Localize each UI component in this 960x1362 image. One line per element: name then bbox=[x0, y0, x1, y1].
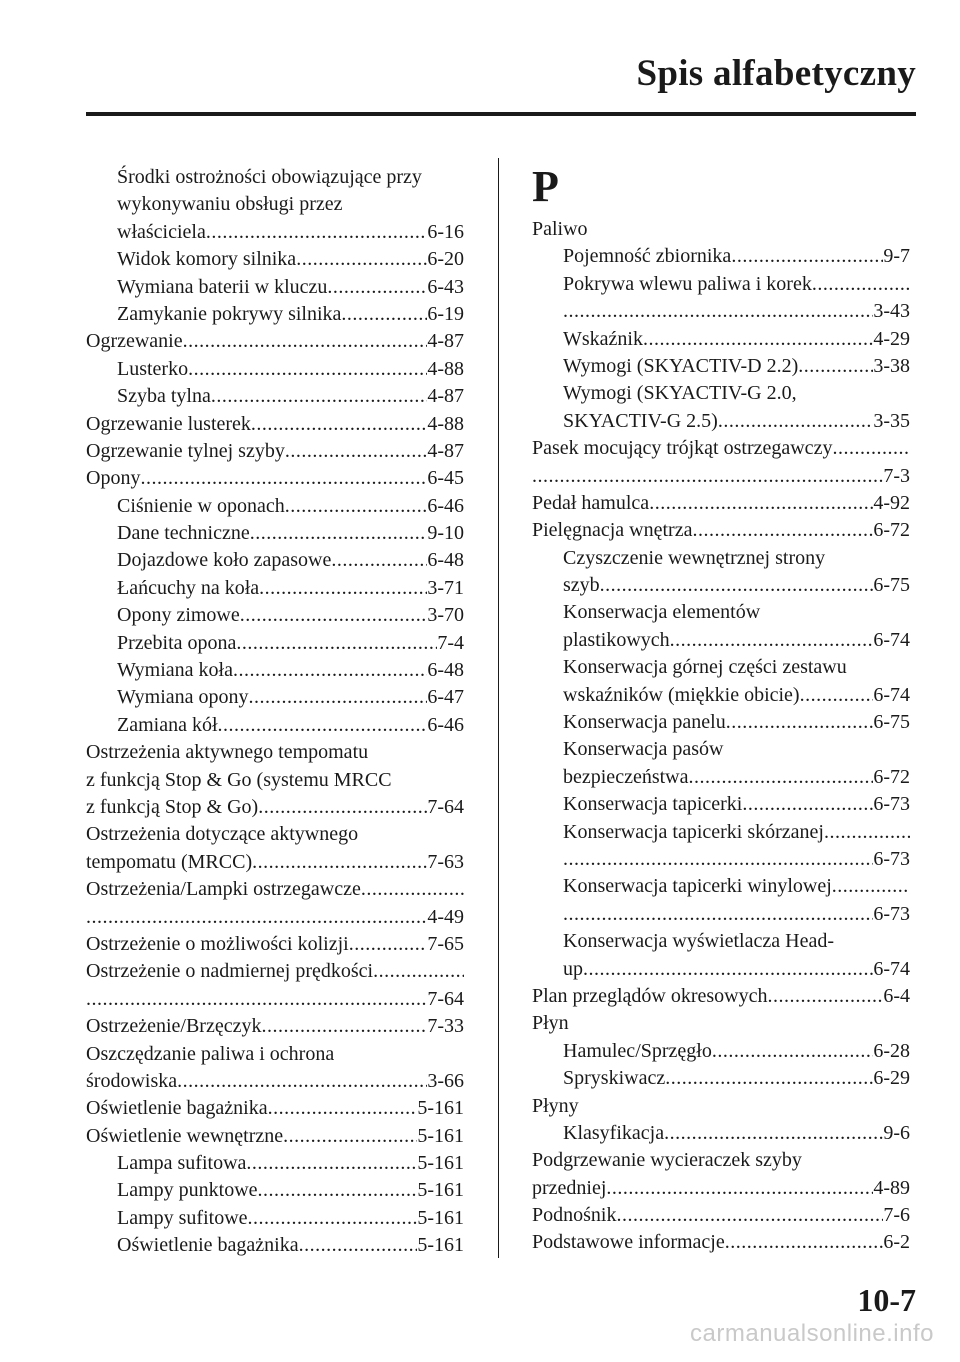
entry-term: Ostrzeżenia aktywnego tempomatu bbox=[86, 741, 369, 764]
index-entry bbox=[86, 1232, 464, 1259]
entry-term: Podnośnik bbox=[532, 1204, 617, 1227]
entry-page-ref: 7-33 bbox=[427, 1015, 464, 1038]
index-entry bbox=[86, 1068, 464, 1095]
entry-term: Ostrzeżenie/Brzęczyk bbox=[86, 1015, 262, 1038]
index-entry bbox=[86, 246, 464, 273]
entry-term: up bbox=[563, 957, 583, 980]
dot-leader bbox=[600, 572, 874, 599]
entry-page-ref: 6-48 bbox=[427, 659, 464, 682]
entry-page-ref: 7-65 bbox=[427, 932, 464, 955]
entry-term: Pokrywa wlewu paliwa i korek bbox=[563, 272, 812, 295]
index-entry bbox=[532, 326, 910, 353]
index-entry bbox=[86, 547, 464, 574]
index-entry bbox=[86, 821, 464, 848]
entry-term: Szyba tylna bbox=[117, 385, 211, 408]
entry-page-ref: 6-74 bbox=[873, 683, 910, 706]
dot-leader bbox=[718, 408, 874, 435]
header-rule bbox=[86, 112, 916, 116]
index-entry bbox=[532, 846, 910, 873]
index-entry bbox=[86, 712, 464, 739]
dot-leader bbox=[532, 463, 883, 490]
index-entry bbox=[86, 602, 464, 629]
entry-page-ref: 6-75 bbox=[873, 574, 910, 597]
entry-term: Łańcuchy na koła bbox=[117, 576, 260, 599]
entry-page-ref: 6-48 bbox=[427, 549, 464, 572]
index-entry bbox=[532, 682, 910, 709]
dot-leader bbox=[188, 356, 427, 383]
dot-leader bbox=[832, 435, 910, 462]
entry-term: Oświetlenie bagażnika bbox=[117, 1234, 299, 1257]
index-entry bbox=[86, 931, 464, 958]
index-entry bbox=[86, 328, 464, 355]
entry-term: Oszczędzanie paliwa i ochrona bbox=[86, 1042, 335, 1065]
dot-leader bbox=[251, 411, 427, 438]
entry-term: Ostrzeżenia/Lampki ostrzegawcze bbox=[86, 878, 361, 901]
entry-term: Podstawowe informacje bbox=[532, 1231, 725, 1254]
index-entry bbox=[532, 627, 910, 654]
index-entry bbox=[86, 904, 464, 931]
entry-term: Zamykanie pokrywy silnika bbox=[117, 302, 342, 325]
index-entry bbox=[86, 465, 464, 492]
entry-page-ref: 7-64 bbox=[427, 987, 464, 1010]
entry-page-ref: 6-29 bbox=[873, 1067, 910, 1090]
dot-leader bbox=[361, 876, 464, 903]
index-entry bbox=[532, 1202, 910, 1229]
entry-page-ref: 6-45 bbox=[427, 467, 464, 490]
entry-term: Dojazdowe koło zapasowe bbox=[117, 549, 332, 572]
entry-page-ref: 5-161 bbox=[417, 1152, 464, 1175]
index-entry bbox=[86, 1123, 464, 1150]
index-entry bbox=[86, 493, 464, 520]
index-entry bbox=[532, 599, 910, 626]
dot-leader bbox=[86, 986, 427, 1013]
entry-term: Ostrzeżenie o nadmiernej prędkości bbox=[86, 960, 374, 983]
entry-term: Wymiana baterii w kluczu bbox=[117, 275, 328, 298]
entry-page-ref: 7-3 bbox=[883, 464, 910, 487]
entry-page-ref: 3-71 bbox=[427, 576, 464, 599]
index-entry bbox=[532, 435, 910, 462]
entry-term: Konserwacja górnej części zestawu bbox=[563, 656, 847, 679]
entry-page-ref: 3-66 bbox=[427, 1069, 464, 1092]
entry-page-ref: 3-38 bbox=[873, 354, 910, 377]
entry-term: Lampy punktowe bbox=[117, 1179, 258, 1202]
dot-leader bbox=[218, 712, 428, 739]
entry-term: Opony bbox=[86, 467, 141, 490]
dot-leader bbox=[643, 326, 873, 353]
entry-term: Wymogi (SKYACTIV-G 2.0, bbox=[563, 382, 797, 405]
entry-term: Ostrzeżenie o możliwości kolizji bbox=[86, 932, 349, 955]
dot-leader bbox=[726, 709, 874, 736]
entry-term: z funkcją Stop & Go) bbox=[86, 795, 259, 818]
index-entry bbox=[532, 353, 910, 380]
entry-page-ref: 9-7 bbox=[883, 245, 910, 268]
index-entry bbox=[532, 243, 910, 270]
dot-leader bbox=[283, 1123, 417, 1150]
index-entry bbox=[532, 298, 910, 325]
entry-term: Paliwo bbox=[532, 218, 588, 240]
index-entry bbox=[86, 520, 464, 547]
dot-leader bbox=[725, 1229, 884, 1256]
index-entry bbox=[86, 191, 464, 218]
index-entry bbox=[532, 380, 910, 407]
entry-term: Dane techniczne bbox=[117, 522, 250, 545]
entry-term: Oświetlenie bagażnika bbox=[86, 1097, 268, 1120]
entry-term: właściciela bbox=[117, 220, 206, 243]
entry-page-ref: 5-161 bbox=[417, 1234, 464, 1257]
index-entry bbox=[532, 517, 910, 544]
entry-page-ref: 3-35 bbox=[873, 409, 910, 432]
dot-leader bbox=[246, 1150, 417, 1177]
entry-term: wskaźników (miękkie obicie) bbox=[563, 683, 800, 706]
dot-leader bbox=[206, 219, 427, 246]
dot-leader bbox=[606, 1175, 873, 1202]
entry-term: Spryskiwacz bbox=[563, 1067, 666, 1090]
dot-leader bbox=[583, 956, 873, 983]
entry-term: Konserwacja tapicerki skórzanej bbox=[563, 820, 824, 843]
entry-term: Lusterko bbox=[117, 357, 189, 380]
section-letter: P bbox=[532, 162, 559, 211]
entry-term: Konserwacja pasów bbox=[563, 738, 724, 761]
dot-leader bbox=[258, 794, 427, 821]
dot-leader bbox=[268, 1095, 418, 1122]
entry-term: Pojemność zbiornika bbox=[563, 245, 732, 268]
index-entry bbox=[532, 545, 910, 572]
entry-page-ref: 4-88 bbox=[427, 357, 464, 380]
dot-leader bbox=[798, 353, 873, 380]
dot-leader bbox=[812, 271, 910, 298]
entry-term: Ciśnienie w oponach bbox=[117, 494, 285, 517]
entry-page-ref: 6-46 bbox=[427, 713, 464, 736]
index-entry bbox=[532, 572, 910, 599]
entry-page-ref: 6-46 bbox=[427, 494, 464, 517]
dot-leader bbox=[692, 517, 873, 544]
entry-term: Wskaźnik bbox=[563, 327, 643, 350]
dot-leader bbox=[248, 1205, 418, 1232]
entry-term: Konserwacja wyświetlacza Head- bbox=[563, 930, 834, 953]
dot-leader bbox=[236, 630, 437, 657]
index-entry bbox=[86, 383, 464, 410]
index-entry bbox=[86, 876, 464, 903]
entry-page-ref: 6-72 bbox=[873, 765, 910, 788]
index-entry bbox=[86, 575, 464, 602]
entry-term: Widok komory silnika bbox=[117, 248, 297, 271]
index-entry bbox=[532, 1147, 910, 1174]
dot-leader bbox=[299, 1232, 418, 1259]
dot-leader bbox=[712, 1038, 873, 1065]
index-entry bbox=[86, 164, 464, 191]
index-entry bbox=[532, 654, 910, 681]
dot-leader bbox=[768, 983, 884, 1010]
dot-leader bbox=[349, 931, 428, 958]
entry-term: Pedał hamulca bbox=[532, 491, 650, 514]
page-header-title: Spis alfabetyczny bbox=[636, 53, 916, 94]
index-entry bbox=[86, 274, 464, 301]
dot-leader bbox=[86, 904, 427, 931]
dot-leader bbox=[563, 846, 873, 873]
entry-term: Konserwacja panelu bbox=[563, 711, 726, 734]
dot-leader bbox=[341, 301, 427, 328]
column-divider bbox=[498, 158, 499, 1258]
entry-page-ref: 4-88 bbox=[427, 412, 464, 435]
dot-leader bbox=[688, 764, 873, 791]
entry-page-ref: 5-161 bbox=[417, 1179, 464, 1202]
entry-page-ref: 4-87 bbox=[427, 330, 464, 353]
entry-page-ref: 4-92 bbox=[873, 491, 910, 514]
index-entry bbox=[86, 1205, 464, 1232]
index-entry bbox=[86, 794, 464, 821]
entry-term: Czyszczenie wewnętrznej strony bbox=[563, 546, 826, 569]
index-entry bbox=[86, 1041, 464, 1068]
entry-term: Ogrzewanie tylnej szyby bbox=[86, 439, 285, 462]
index-entry bbox=[532, 873, 910, 900]
entry-term: Konserwacja tapicerki winylowej bbox=[563, 875, 832, 898]
index-column-right bbox=[532, 164, 910, 1257]
entry-term: Wymogi (SKYACTIV-D 2.2) bbox=[563, 354, 799, 377]
index-entry bbox=[86, 739, 464, 766]
dot-leader bbox=[800, 682, 874, 709]
entry-term: tempomatu (MRCC) bbox=[86, 850, 253, 873]
index-entry bbox=[86, 438, 464, 465]
index-entry bbox=[532, 216, 910, 243]
entry-page-ref: 7-6 bbox=[883, 1204, 910, 1227]
dot-leader bbox=[649, 490, 873, 517]
index-entry bbox=[86, 301, 464, 328]
dot-leader bbox=[183, 328, 428, 355]
entry-term: Wymiana koła bbox=[117, 659, 233, 682]
index-entry bbox=[532, 1038, 910, 1065]
dot-leader bbox=[670, 627, 874, 654]
index-entry bbox=[532, 1093, 910, 1120]
entry-page-ref: 6-73 bbox=[873, 793, 910, 816]
entry-term: szyb bbox=[563, 574, 600, 597]
entry-term: Podgrzewanie wycieraczek szyby bbox=[532, 1149, 802, 1172]
dot-leader bbox=[285, 438, 428, 465]
dot-leader bbox=[665, 1065, 873, 1092]
dot-leader bbox=[249, 684, 428, 711]
entry-page-ref: 6-74 bbox=[873, 957, 910, 980]
index-entry bbox=[532, 463, 910, 490]
entry-term: SKYACTIV-G 2.5) bbox=[563, 409, 718, 432]
index-column-left bbox=[86, 164, 464, 1260]
entry-page-ref: 4-87 bbox=[427, 385, 464, 408]
index-entry bbox=[532, 1010, 910, 1037]
entry-page-ref: 6-43 bbox=[427, 275, 464, 298]
index-entry bbox=[532, 736, 910, 763]
index-entry bbox=[86, 630, 464, 657]
entry-page-ref: 6-72 bbox=[873, 519, 910, 542]
entry-term: Ogrzewanie lusterek bbox=[86, 412, 251, 435]
entry-page-ref: 9-6 bbox=[883, 1121, 910, 1144]
entry-page-ref: 7-63 bbox=[427, 850, 464, 873]
dot-leader bbox=[285, 493, 428, 520]
index-entry bbox=[532, 271, 910, 298]
entry-page-ref: 4-49 bbox=[427, 905, 464, 928]
entry-page-ref: 6-73 bbox=[873, 847, 910, 870]
entry-page-ref: 4-87 bbox=[427, 439, 464, 462]
dot-leader bbox=[250, 520, 428, 547]
watermark: carmanualsonline.info bbox=[690, 1320, 934, 1347]
index-entry bbox=[532, 928, 910, 955]
index-entry bbox=[86, 356, 464, 383]
index-entry bbox=[86, 1013, 464, 1040]
dot-leader bbox=[296, 246, 427, 273]
entry-term: plastikowych bbox=[563, 628, 670, 651]
dot-leader bbox=[563, 298, 873, 325]
entry-page-ref: 6-75 bbox=[873, 711, 910, 734]
entry-term: Konserwacja elementów bbox=[563, 601, 761, 624]
entry-page-ref: 6-28 bbox=[873, 1039, 910, 1062]
entry-page-ref: 4-89 bbox=[873, 1176, 910, 1199]
entry-page-ref: 6-4 bbox=[883, 984, 910, 1007]
dot-leader bbox=[731, 243, 883, 270]
entry-term: Środki ostrożności obowiązujące przy bbox=[117, 166, 422, 188]
index-entry bbox=[532, 1175, 910, 1202]
entry-term: Płyn bbox=[532, 1012, 569, 1035]
page-number: 10-7 bbox=[857, 1282, 916, 1318]
index-entry bbox=[532, 408, 910, 435]
entry-term: Ogrzewanie bbox=[86, 330, 183, 353]
dot-leader bbox=[233, 657, 427, 684]
index-entry bbox=[532, 1065, 910, 1092]
index-entry bbox=[532, 983, 910, 1010]
dot-leader bbox=[177, 1068, 427, 1095]
index-entry bbox=[532, 901, 910, 928]
entry-page-ref: 3-43 bbox=[873, 300, 910, 323]
entry-term: Przebita opona bbox=[117, 631, 237, 654]
dot-leader bbox=[331, 547, 427, 574]
entry-term: Ostrzeżenia dotyczące aktywnego bbox=[86, 823, 359, 846]
entry-page-ref: 6-74 bbox=[873, 628, 910, 651]
entry-term: Hamulec/Sprzęgło bbox=[563, 1039, 712, 1062]
dot-leader bbox=[258, 1177, 418, 1204]
index-entry bbox=[86, 411, 464, 438]
index-entry bbox=[532, 819, 910, 846]
entry-page-ref: 6-19 bbox=[427, 302, 464, 325]
entry-page-ref: 6-47 bbox=[427, 686, 464, 709]
dot-leader bbox=[373, 958, 464, 985]
entry-term: Plan przeglądów okresowych bbox=[532, 984, 768, 1007]
index-entry bbox=[86, 1095, 464, 1122]
index-entry bbox=[86, 986, 464, 1013]
entry-term: Zamiana kół bbox=[117, 713, 218, 736]
dot-leader bbox=[824, 819, 910, 846]
index-entry bbox=[532, 1229, 910, 1256]
dot-leader bbox=[261, 1013, 427, 1040]
entry-term: z funkcją Stop & Go (systemu MRCC bbox=[86, 768, 392, 791]
entry-term: Pasek mocujący trójkąt ostrzegawczy bbox=[532, 437, 833, 460]
entry-term: środowiska bbox=[86, 1069, 178, 1092]
entry-page-ref: 6-20 bbox=[427, 248, 464, 271]
index-entry bbox=[86, 849, 464, 876]
entry-page-ref: 4-29 bbox=[873, 327, 910, 350]
entry-term: Pielęgnacja wnętrza bbox=[532, 519, 693, 542]
index-entry bbox=[86, 1150, 464, 1177]
entry-page-ref: 5-161 bbox=[417, 1124, 464, 1147]
entry-term: Płyny bbox=[532, 1094, 579, 1117]
dot-leader bbox=[327, 274, 427, 301]
entry-term: Lampy sufitowe bbox=[117, 1206, 248, 1229]
entry-term: Klasyfikacja bbox=[563, 1121, 665, 1144]
index-entry bbox=[86, 767, 464, 794]
dot-leader bbox=[664, 1120, 883, 1147]
dot-leader bbox=[742, 791, 873, 818]
dot-leader bbox=[252, 849, 427, 876]
entry-page-ref: 5-161 bbox=[417, 1206, 464, 1229]
entry-page-ref: 6-2 bbox=[883, 1231, 910, 1254]
entry-term: wykonywaniu obsługi przez bbox=[117, 193, 343, 216]
dot-leader bbox=[211, 383, 427, 410]
entry-page-ref: 7-64 bbox=[427, 795, 464, 818]
entry-page-ref: 6-73 bbox=[873, 902, 910, 925]
index-entry bbox=[86, 958, 464, 985]
entry-page-ref: 5-161 bbox=[417, 1097, 464, 1120]
index-entry bbox=[86, 684, 464, 711]
dot-leader bbox=[240, 602, 428, 629]
dot-leader bbox=[259, 575, 427, 602]
dot-leader bbox=[616, 1202, 883, 1229]
index-entry bbox=[532, 1120, 910, 1147]
entry-page-ref: 7-4 bbox=[437, 631, 464, 654]
entry-term: Opony zimowe bbox=[117, 604, 240, 627]
entry-page-ref: 3-70 bbox=[427, 604, 464, 627]
entry-term: przedniej bbox=[532, 1176, 607, 1199]
entry-term: Oświetlenie wewnętrzne bbox=[86, 1124, 284, 1147]
index-entry bbox=[532, 490, 910, 517]
dot-leader bbox=[563, 901, 873, 928]
dot-leader bbox=[832, 873, 910, 900]
index-entry bbox=[86, 1177, 464, 1204]
index-entry bbox=[532, 956, 910, 983]
entry-term: Wymiana opony bbox=[117, 686, 249, 709]
entry-term: Konserwacja tapicerki bbox=[563, 793, 743, 816]
index-entry bbox=[532, 709, 910, 736]
index-entry bbox=[86, 219, 464, 246]
dot-leader bbox=[140, 465, 427, 492]
index-entry bbox=[532, 791, 910, 818]
entry-page-ref: 9-10 bbox=[427, 522, 464, 545]
entry-term: Lampa sufitowa bbox=[117, 1152, 247, 1175]
entry-page-ref: 6-16 bbox=[427, 220, 464, 243]
entry-term: bezpieczeństwa bbox=[563, 765, 689, 788]
index-entry bbox=[86, 657, 464, 684]
index-entry bbox=[532, 764, 910, 791]
